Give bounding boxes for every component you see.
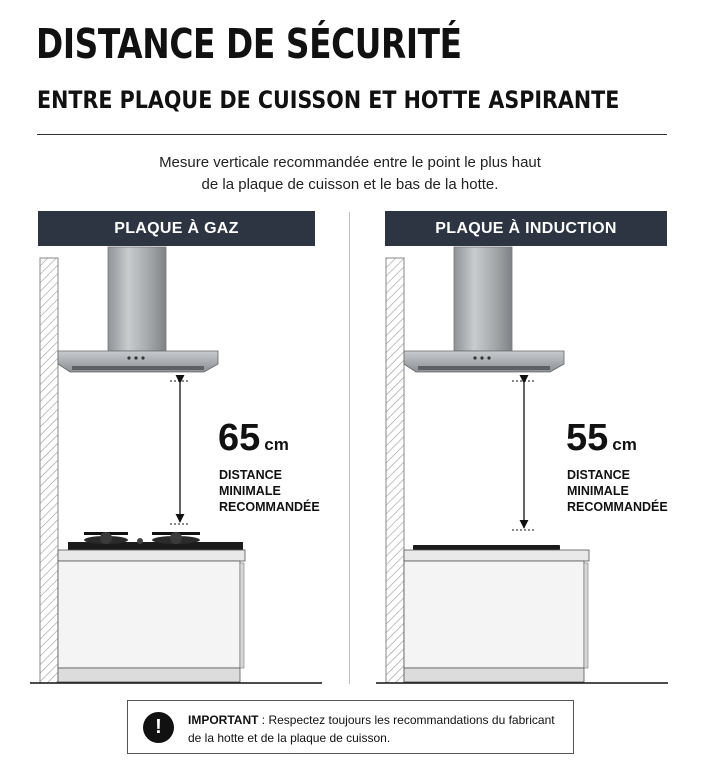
gas-hood-chimney [108,247,166,351]
gas-countertop [58,550,245,561]
induction-panel-header: PLAQUE À INDUCTION [385,211,667,246]
page-subtitle: ENTRE PLAQUE DE CUISSON ET HOTTE ASPIRANTE [37,86,620,114]
page-title: DISTANCE DE SÉCURITÉ [36,20,462,68]
gas-burner-left [84,532,128,544]
gas-caption-line-1: DISTANCE [219,468,282,482]
induction-hood-chimney [454,247,512,351]
intro-line-1: Mesure verticale recommandée entre le point le plus haut [159,154,541,171]
gas-scene [30,247,322,683]
induction-scene [376,247,668,683]
gas-cabinet [58,561,240,668]
important-notice [127,700,574,754]
notice-text-line-1: Respectez toujours les recommandations du fabricant [268,713,555,727]
induction-cooktop [413,545,560,550]
gas-caption-line-2: MINIMALE [219,484,281,498]
gas-distance-value [218,417,289,460]
notice-label: IMPORTANT [188,713,259,727]
notice-text [188,711,563,747]
induction-distance-number: 55 [566,417,609,459]
gas-wall [40,258,58,683]
induction-distance-value [566,417,637,460]
gas-plinth [58,668,240,682]
gas-burner-right [152,532,200,544]
induction-plinth [404,668,584,682]
gas-panel-header: PLAQUE À GAZ [38,211,315,246]
notice-line-1 [188,711,563,729]
notice-separator: : [258,713,269,727]
notice-text-line-2: de la hotte et de la plaque de cuisson. [188,731,391,745]
induction-caption-line-1: DISTANCE [567,468,630,482]
induction-distance-caption [567,467,668,515]
intro-line-2: de la plaque de cuisson et le bas de la hotte. [201,176,499,193]
induction-countertop [404,550,589,561]
induction-wall [386,258,404,683]
gas-distance-unit: cm [264,435,289,454]
exclamation-icon: ! [143,712,174,743]
induction-distance-unit: cm [612,435,637,454]
induction-caption-line-3: RECOMMANDÉE [567,500,668,514]
gas-caption-line-3: RECOMMANDÉE [219,500,320,514]
gas-distance-caption [219,467,320,515]
induction-cabinet [404,561,584,668]
gas-distance-number: 65 [218,417,261,459]
induction-caption-line-2: MINIMALE [567,484,629,498]
